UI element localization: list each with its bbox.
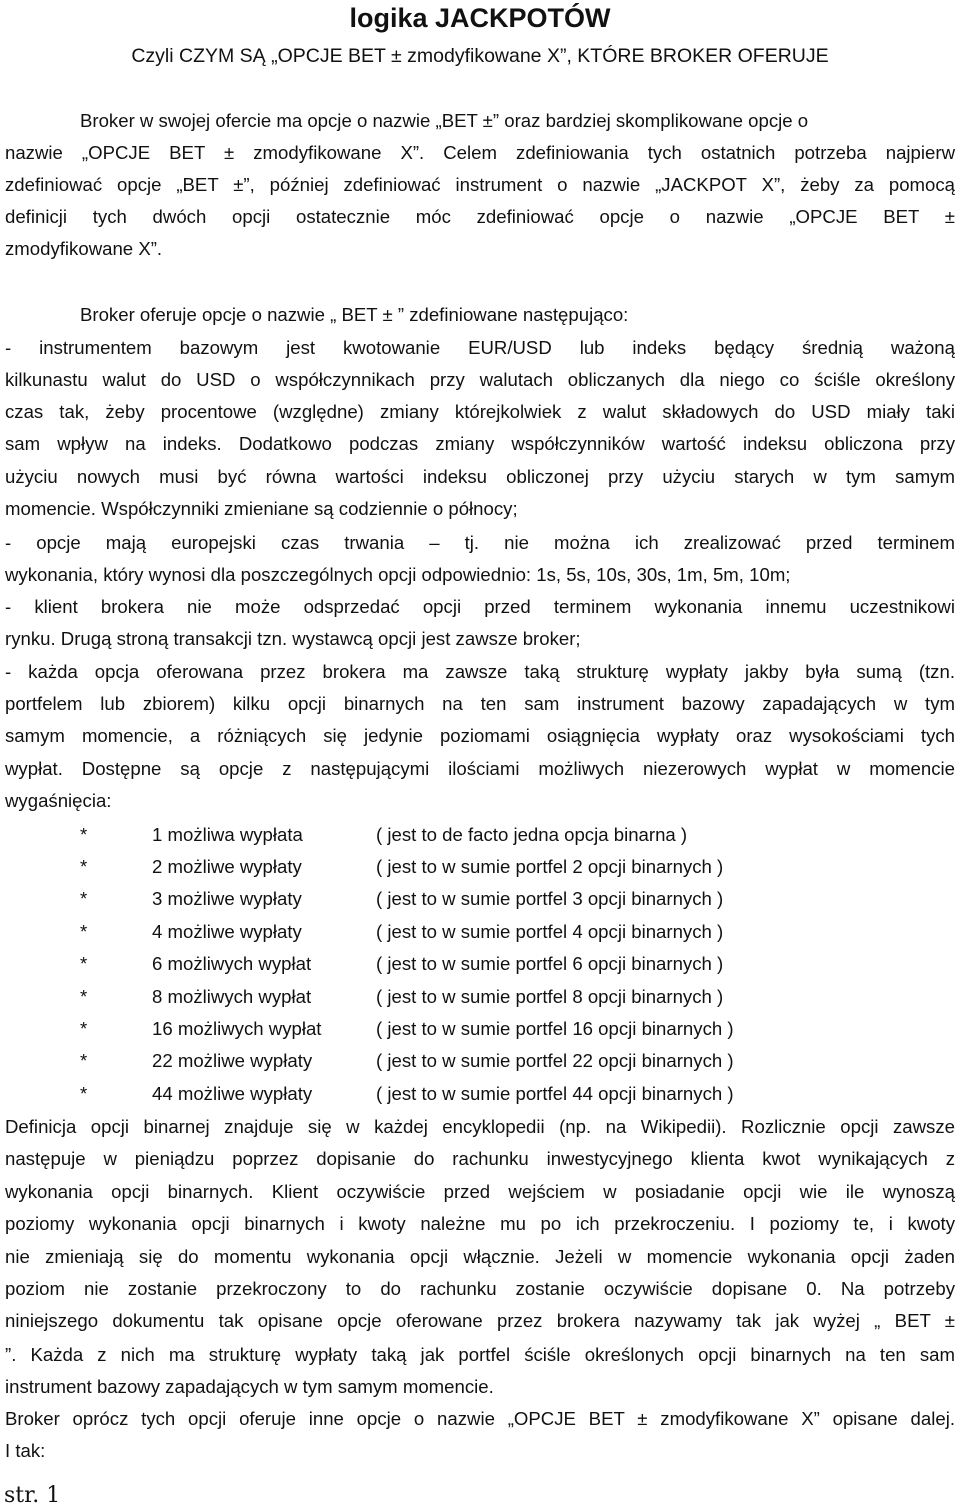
list-bullet: *	[80, 824, 88, 845]
list-item-desc: ( jest to de facto jedna opcja binarna )	[376, 824, 688, 845]
list-bullet: *	[80, 953, 88, 974]
section-line-1: Broker oferuje opcje o nazwie „ BET ± ” zdefiniowane następująco:	[80, 304, 629, 325]
section-line-11: rynku. Drugą stroną transakcji tzn. wystawcą opcji jest zawsze broker;	[5, 628, 581, 649]
section-line-7: momencie. Współczynniki zmieniane są codziennie o północy;	[5, 498, 518, 519]
section-line-13: portfelem lub zbiorem) kilku opcji binarnych na ten sam instrument bazowy zapadających w tym	[5, 693, 955, 714]
definition-line-9: instrument bazowy zapadających w tym samym momencie.	[5, 1376, 494, 1397]
intro-line-5: zmodyfikowane X”.	[5, 238, 163, 259]
list-item-desc: ( jest to w sumie portfel 22 opcji binarnych )	[376, 1050, 734, 1071]
section-line-2: - instrumentem bazowym jest kwotowanie EUR/USD lub indeks będący średnią ważoną	[5, 337, 955, 358]
list-bullet: *	[80, 986, 88, 1007]
section-line-16: wygaśnięcia:	[5, 790, 112, 811]
intro-line-4: definicji tych dwóch opcji ostatecznie móc zdefiniować opcje o nazwie „OPCJE BET ±	[5, 206, 955, 227]
section-line-14: samym momencie, a różniących się jedynie poziomami osiągnięcia wypłaty oraz wysokościami tych	[5, 725, 955, 746]
list-item-count: 8 możliwych wypłat	[152, 986, 312, 1007]
section-line-4: czas tak, żeby procentowe (względne) zmiany którejkolwiek z walut składowych do USD miały taki	[5, 401, 955, 422]
list-bullet: *	[80, 1083, 88, 1104]
page-title: logika JACKPOTÓW	[349, 3, 611, 33]
section-line-6: użyciu nowych musi być równa wartości indeksu obliczonej przy użyciu starych w tym samym	[5, 466, 955, 487]
list-bullet: *	[80, 1050, 88, 1071]
list-item-count: 2 możliwe wypłaty	[152, 856, 302, 877]
page-subtitle: Czyli CZYM SĄ „OPCJE BET ± zmodyfikowane X”, KTÓRE BROKER OFERUJE	[131, 45, 829, 67]
list-item-desc: ( jest to w sumie portfel 3 opcji binarnych )	[376, 888, 724, 909]
section-line-15: wypłat. Dostępne są opcje z następującymi ilościami możliwych niezerowych wypłat w momencie	[5, 758, 955, 779]
list-item-count: 16 możliwych wypłat	[152, 1018, 322, 1039]
page-number: str. 1	[4, 1483, 61, 1508]
list-item-count: 22 możliwe wypłaty	[152, 1050, 313, 1071]
list-bullet: *	[80, 1018, 88, 1039]
list-item-count: 44 możliwe wypłaty	[152, 1083, 313, 1104]
definition-line-4: poziomy wykonania opcji binarnych i kwoty należne mu po ich przekroczeniu. I poziomy te, i kwoty	[5, 1213, 955, 1234]
list-item-count: 3 możliwe wypłaty	[152, 888, 302, 909]
list-item-count: 1 możliwa wypłata	[152, 824, 303, 845]
definition-line-3: wykonania opcji binarnych. Klient oczywiście przed wejściem w posiadanie opcji wie ile wynoszą	[5, 1181, 955, 1202]
definition-line-1: Definicja opcji binarnej znajduje się w każdej encyklopedii (np. na Wikipedii). Rozlicznie opcji zawsze	[5, 1116, 955, 1137]
definition-line-2: następuje w pieniądzu poprzez dopisanie do rachunku inwestycyjnego klienta kwot wynikających z	[5, 1148, 955, 1169]
list-item-count: 6 możliwych wypłat	[152, 953, 312, 974]
section-line-10: - klient brokera nie może odsprzedać opcji przed terminem wykonania innemu uczestnikowi	[5, 596, 955, 617]
definition-line-6: poziom nie zostanie przekroczony to do rachunku zostanie oczywiście dopisane 0. Na potrzeby	[5, 1278, 955, 1299]
section-line-9: wykonania, który wynosi dla poszczególnych opcji odpowiednio: 1s, 5s, 10s, 30s, 1m, 5m, 10m;	[5, 564, 791, 585]
list-item-desc: ( jest to w sumie portfel 6 opcji binarnych )	[376, 953, 724, 974]
section-line-12: - każda opcja oferowana przez brokera ma zawsze taką strukturę wypłaty jakby była sumą (tzn.	[5, 661, 955, 682]
list-bullet: *	[80, 856, 88, 877]
list-item-desc: ( jest to w sumie portfel 16 opcji binarnych )	[376, 1018, 734, 1039]
list-item-desc: ( jest to w sumie portfel 4 opcji binarnych )	[376, 921, 724, 942]
intro-line-1: Broker w swojej ofercie ma opcje o nazwie „BET ±” oraz bardziej skomplikowane opcje o	[80, 110, 809, 131]
list-item-desc: ( jest to w sumie portfel 2 opcji binarnych )	[376, 856, 724, 877]
list-item-count: 4 możliwe wypłaty	[152, 921, 302, 942]
definition-line-10: Broker oprócz tych opcji oferuje inne opcje o nazwie „OPCJE BET ± zmodyfikowane X” opisane dalej.	[5, 1408, 955, 1429]
intro-line-2: nazwie „OPCJE BET ± zmodyfikowane X”. Celem zdefiniowania tych ostatnich potrzeba najpierw	[5, 142, 955, 163]
definition-line-8: ”. Każda z nich ma strukturę wypłaty taką jak portfel ściśle określonych opcji binarnych na ten sam	[5, 1344, 955, 1365]
list-bullet: *	[80, 888, 88, 909]
list-bullet: *	[80, 921, 88, 942]
section-line-3: kilkunastu walut do USD o współczynnikach przy walutach obliczanych dla niego co ściśle określony	[5, 369, 955, 390]
definition-line-11: I tak:	[5, 1440, 46, 1461]
list-item-desc: ( jest to w sumie portfel 8 opcji binarnych )	[376, 986, 724, 1007]
list-item-desc: ( jest to w sumie portfel 44 opcji binarnych )	[376, 1083, 734, 1104]
section-line-5: sam wpływ na indeks. Dodatkowo podczas zmiany współczynników wartość indeksu obliczona przy	[5, 433, 955, 454]
definition-line-5: nie zmieniają się do momentu wykonania opcji włącznie. Jeżeli w momencie wykonania opcji żaden	[5, 1246, 955, 1267]
definition-line-7: niniejszego dokumentu tak opisane opcje oferowane przez brokera nazywamy tak jak wyżej „ BET ±	[5, 1310, 955, 1331]
section-line-8: - opcje mają europejski czas trwania – tj. nie można ich zrealizować przed terminem	[5, 532, 955, 553]
intro-line-3: zdefiniować opcje „BET ±”, później zdefiniować instrument o nazwie „JACKPOT X”, żeby za pomocą	[5, 174, 955, 195]
